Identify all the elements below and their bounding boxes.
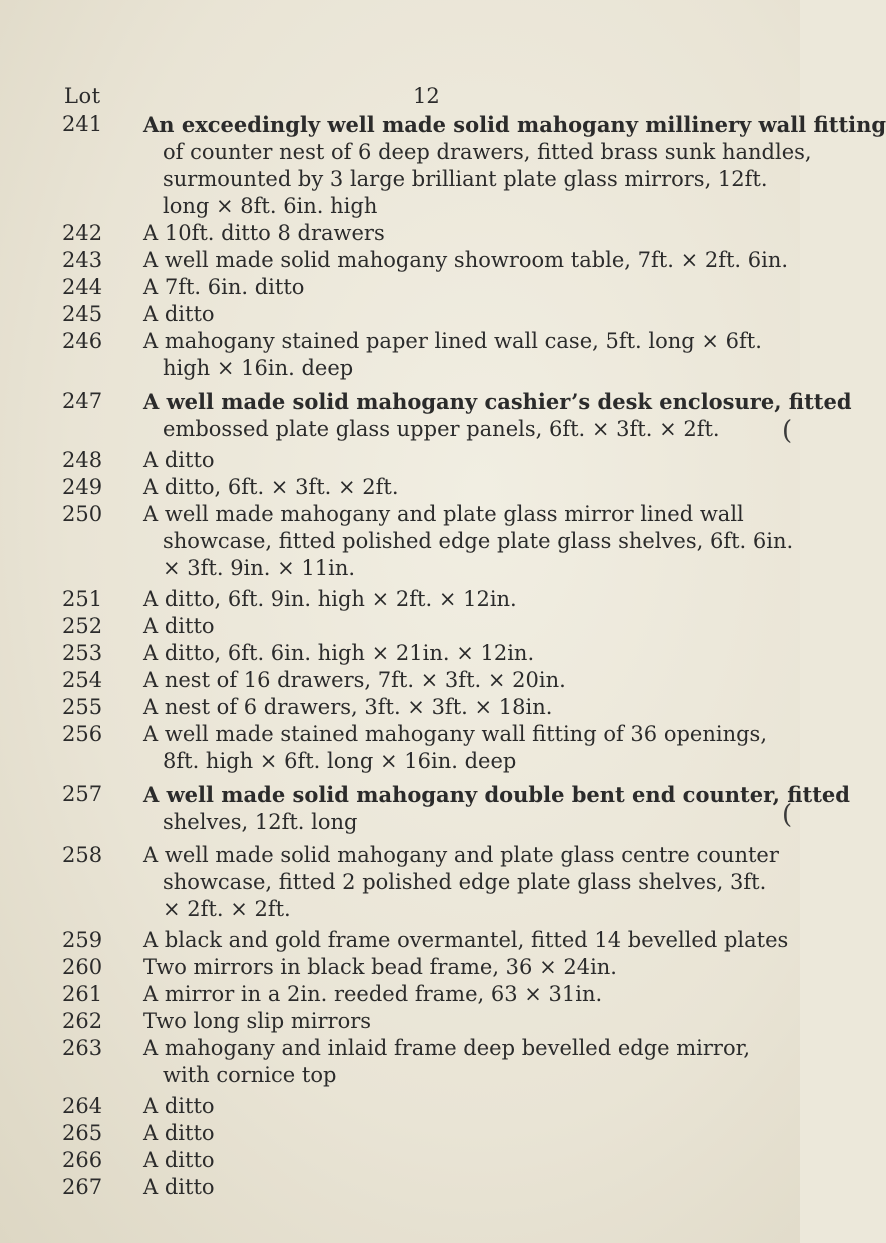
lot-entry bbox=[62, 1008, 802, 1035]
lot-entry bbox=[62, 301, 802, 328]
lot-description-line: A ditto bbox=[143, 1121, 215, 1145]
lot-description-line: A ditto bbox=[143, 1175, 215, 1199]
lot-entry bbox=[62, 954, 802, 981]
lot-description-line: A mahogany stained paper lined wall case, 5ft. long × 6ft. bbox=[143, 329, 762, 353]
lot-description bbox=[143, 1174, 802, 1201]
lot-description bbox=[143, 586, 802, 613]
lot-number: 244 bbox=[62, 275, 103, 299]
lot-description-line: A 10ft. ditto 8 drawers bbox=[143, 221, 385, 245]
lot-entry bbox=[62, 1035, 802, 1089]
lot-number: 256 bbox=[62, 722, 103, 746]
lot-description-line: An exceedingly well made solid mahogany millinery wall fitting bbox=[143, 112, 886, 137]
lot-number: 264 bbox=[62, 1094, 103, 1118]
lot-description-line: A nest of 6 drawers, 3ft. × 3ft. × 18in. bbox=[143, 695, 553, 719]
lot-number: 241 bbox=[62, 112, 103, 136]
lot-entry bbox=[62, 447, 802, 474]
lot-description bbox=[143, 781, 850, 836]
lot-description-line: of counter nest of 6 deep drawers, fitted brass sunk handles, bbox=[163, 140, 812, 164]
lot-number: 258 bbox=[62, 843, 103, 867]
lot-number: 245 bbox=[62, 302, 103, 326]
lot-entry bbox=[62, 586, 802, 613]
lot-list bbox=[62, 111, 886, 1201]
lot-column-header: Lot bbox=[64, 84, 101, 108]
lot-description-line: A well made mahogany and plate glass mirror lined wall bbox=[143, 502, 744, 526]
lot-description-line: × 3ft. 9in. × 11in. bbox=[163, 556, 356, 580]
lot-description bbox=[143, 954, 802, 981]
lot-description-line: Two mirrors in black bead frame, 36 × 24in. bbox=[143, 955, 617, 979]
lot-description-line: showcase, fitted 2 polished edge plate glass shelves, 3ft. bbox=[163, 870, 767, 894]
lot-number: 248 bbox=[62, 448, 103, 472]
lot-description-line: long × 8ft. 6in. high bbox=[163, 194, 378, 218]
lot-entry bbox=[62, 388, 852, 443]
lot-entry bbox=[62, 927, 802, 954]
lot-description bbox=[143, 328, 802, 382]
lot-description bbox=[143, 274, 802, 301]
lot-entry bbox=[62, 613, 802, 640]
lot-number: 243 bbox=[62, 248, 103, 272]
page-number: 12 bbox=[413, 84, 440, 108]
lot-description-line: shelves, 12ft. long bbox=[163, 810, 358, 834]
lot-entry bbox=[62, 781, 850, 836]
lot-description bbox=[143, 1093, 802, 1120]
lot-description bbox=[143, 667, 802, 694]
lot-description bbox=[143, 640, 802, 667]
lot-description-line: A mirror in a 2in. reeded frame, 63 × 31in. bbox=[143, 982, 603, 1006]
lot-description-line: A well made solid mahogany double bent end counter, fitted bbox=[143, 782, 850, 807]
lot-description bbox=[143, 1035, 802, 1089]
lot-description-line: A ditto, 6ft. 9in. high × 2ft. × 12in. bbox=[143, 587, 517, 611]
lot-number: 255 bbox=[62, 695, 103, 719]
lot-description bbox=[143, 1008, 802, 1035]
lot-description-line: A ditto bbox=[143, 614, 215, 638]
lot-entry bbox=[62, 721, 802, 775]
lot-number: 262 bbox=[62, 1009, 103, 1033]
lot-number: 252 bbox=[62, 614, 103, 638]
lot-number: 253 bbox=[62, 641, 103, 665]
lot-number: 242 bbox=[62, 221, 103, 245]
lot-description bbox=[143, 721, 802, 775]
lot-entry bbox=[62, 1120, 802, 1147]
lot-entry bbox=[62, 1174, 802, 1201]
lot-description-line: high × 16in. deep bbox=[163, 356, 354, 380]
lot-description-line: A black and gold frame overmantel, fitted 14 bevelled plates bbox=[143, 928, 789, 952]
lot-number: 254 bbox=[62, 668, 103, 692]
lot-entry bbox=[62, 694, 802, 721]
lot-description-line: A well made solid mahogany cashier’s desk enclosure, fitted bbox=[143, 389, 852, 414]
lot-description-line: × 2ft. × 2ft. bbox=[163, 897, 291, 921]
lot-number: 249 bbox=[62, 475, 103, 499]
lot-description bbox=[143, 1120, 802, 1147]
lot-number: 257 bbox=[62, 782, 103, 806]
lot-entry bbox=[62, 1147, 802, 1174]
lot-description-line: showcase, fitted polished edge plate glass shelves, 6ft. 6in. bbox=[163, 529, 794, 553]
lot-description-line: embossed plate glass upper panels, 6ft. × 3ft. × 2ft. bbox=[163, 417, 720, 441]
lot-description-line: A 7ft. 6in. ditto bbox=[143, 275, 305, 299]
lot-description-line: A well made solid mahogany showroom table, 7ft. × 2ft. 6in. bbox=[143, 248, 789, 272]
page-edge-mark: ( bbox=[782, 416, 793, 446]
lot-number: 250 bbox=[62, 502, 103, 526]
lot-entry bbox=[62, 274, 802, 301]
lot-entry bbox=[62, 474, 802, 501]
lot-entry bbox=[62, 111, 886, 220]
lot-description bbox=[143, 220, 802, 247]
lot-number: 259 bbox=[62, 928, 103, 952]
lot-description-line: surmounted by 3 large brilliant plate glass mirrors, 12ft. bbox=[163, 167, 768, 191]
lot-description-line: A mahogany and inlaid frame deep bevelled edge mirror, bbox=[143, 1036, 751, 1060]
lot-description-line: A ditto bbox=[143, 1148, 215, 1172]
lot-number: 263 bbox=[62, 1036, 103, 1060]
lot-description-line: A well made stained mahogany wall fitting of 36 openings, bbox=[143, 722, 767, 746]
lot-entry bbox=[62, 842, 802, 923]
lot-entry bbox=[62, 247, 802, 274]
lot-description bbox=[143, 111, 886, 220]
lot-description-line: A ditto bbox=[143, 448, 215, 472]
lot-description-line: Two long slip mirrors bbox=[143, 1009, 372, 1033]
lot-description-line: A nest of 16 drawers, 7ft. × 3ft. × 20in. bbox=[143, 668, 566, 692]
lot-number: 265 bbox=[62, 1121, 103, 1145]
lot-number: 267 bbox=[62, 1175, 103, 1199]
lot-entry bbox=[62, 640, 802, 667]
lot-description bbox=[143, 842, 802, 923]
lot-description-line: A well made solid mahogany and plate glass centre counter bbox=[143, 843, 779, 867]
lot-entry bbox=[62, 981, 802, 1008]
lot-description-line: A ditto bbox=[143, 1094, 215, 1118]
lot-entry bbox=[62, 501, 802, 582]
lot-entry bbox=[62, 1093, 802, 1120]
lot-entry bbox=[62, 328, 802, 382]
lot-description bbox=[143, 927, 802, 954]
lot-description-line: 8ft. high × 6ft. long × 16in. deep bbox=[163, 749, 517, 773]
lot-entry bbox=[62, 220, 802, 247]
lot-description-line: with cornice top bbox=[163, 1063, 337, 1087]
lot-description bbox=[143, 501, 802, 582]
lot-description-line: A ditto, 6ft. × 3ft. × 2ft. bbox=[143, 475, 399, 499]
lot-entry bbox=[62, 667, 802, 694]
lot-description bbox=[143, 388, 852, 443]
lot-description bbox=[143, 447, 802, 474]
lot-description bbox=[143, 301, 802, 328]
lot-number: 260 bbox=[62, 955, 103, 979]
lot-number: 247 bbox=[62, 389, 103, 413]
lot-description-line: A ditto bbox=[143, 302, 215, 326]
lot-number: 251 bbox=[62, 587, 103, 611]
lot-description bbox=[143, 1147, 802, 1174]
lot-number: 266 bbox=[62, 1148, 103, 1172]
lot-description bbox=[143, 613, 802, 640]
lot-number: 246 bbox=[62, 329, 103, 353]
lot-description bbox=[143, 981, 802, 1008]
lot-description bbox=[143, 247, 802, 274]
page-edge-mark: ( bbox=[782, 800, 793, 830]
lot-description-line: A ditto, 6ft. 6in. high × 21in. × 12in. bbox=[143, 641, 535, 665]
lot-number: 261 bbox=[62, 982, 103, 1006]
lot-description bbox=[143, 474, 802, 501]
lot-description bbox=[143, 694, 802, 721]
